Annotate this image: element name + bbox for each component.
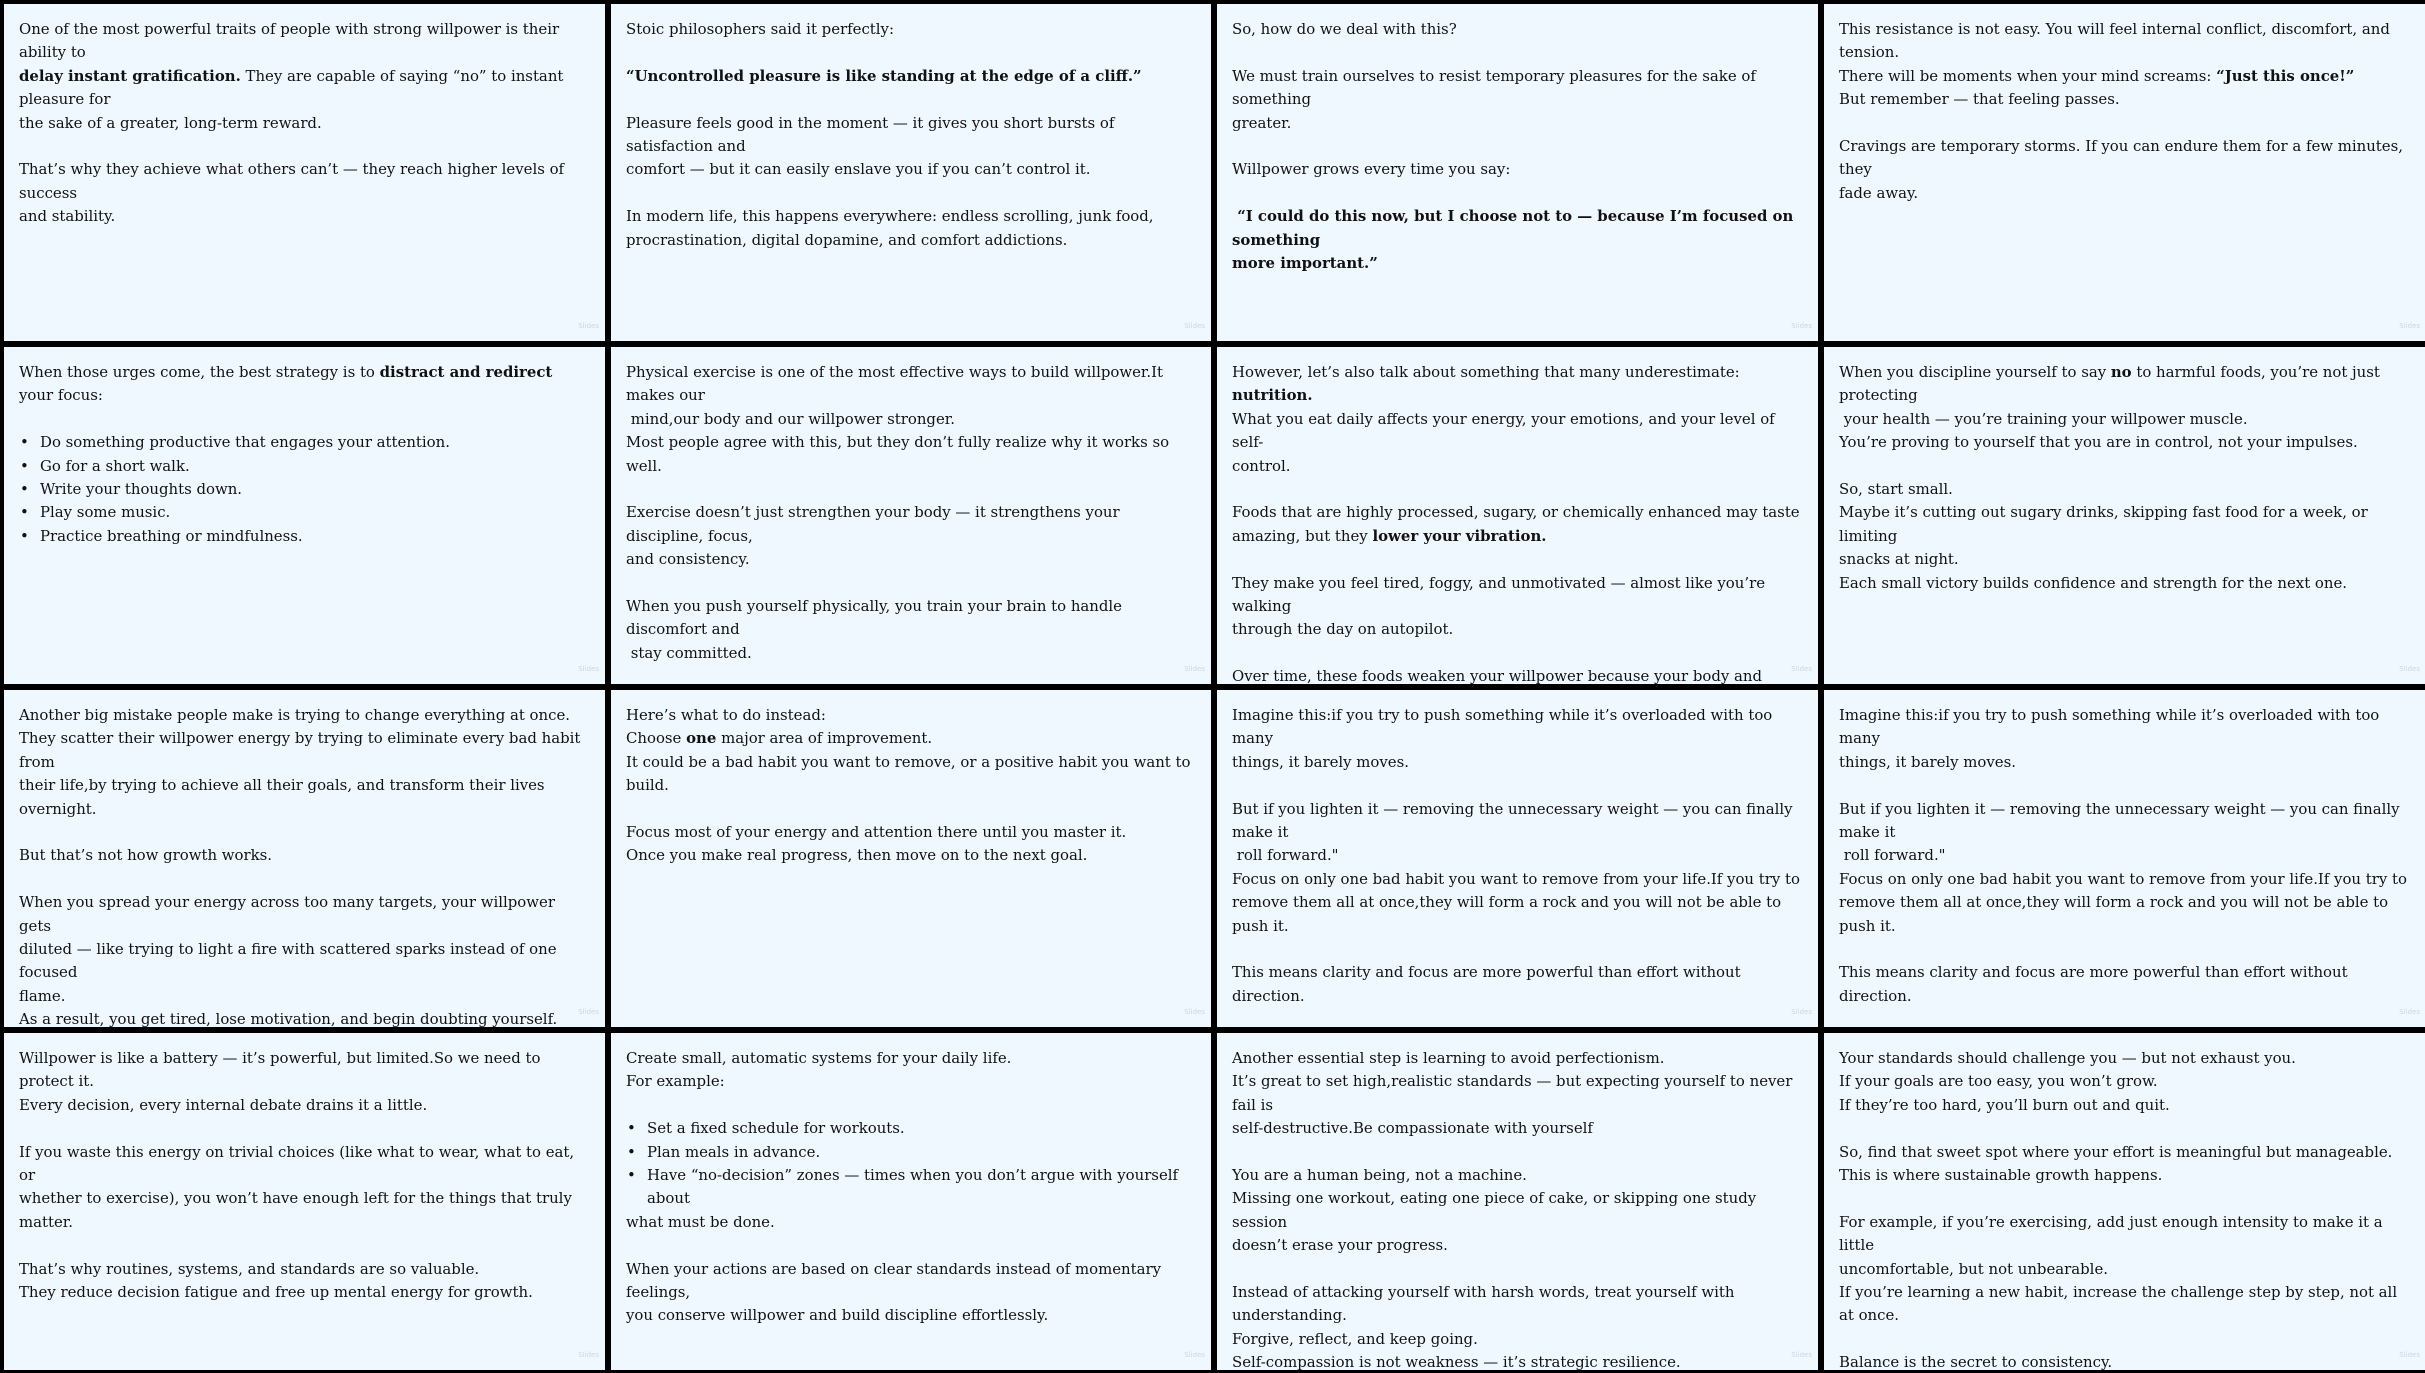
text-line — [19, 938, 590, 985]
text-run: There will be moments when your mind screams: — [1839, 66, 2217, 85]
text-line — [19, 158, 590, 205]
text-line — [626, 798, 1196, 821]
text-line — [626, 1070, 1196, 1093]
text-line — [19, 18, 590, 65]
watermark: Slides — [1791, 1007, 1812, 1016]
text-line — [19, 821, 590, 844]
text-line — [1232, 1234, 1803, 1257]
text-line — [626, 65, 1196, 88]
text-run: When you discipline yourself to say — [1839, 363, 2111, 381]
text-run: But if you lighten it — removing the unnecessary weight — you can finally make it — [1839, 799, 2405, 842]
text-line — [626, 88, 1196, 111]
text-line — [1839, 548, 2411, 571]
text-run: fade away. — [1839, 183, 1919, 202]
bullet-item: • Do something productive that engages your attention. — [19, 431, 590, 454]
text-run: remove them all at once,they will form a rock and you will not be able to push it. — [1232, 893, 1786, 935]
text-run: You are a human being, not a machine. — [1232, 1166, 1527, 1185]
text-line — [626, 595, 1196, 642]
watermark: Slides — [578, 321, 599, 330]
text-line — [19, 844, 590, 867]
text-line — [626, 821, 1196, 844]
text-run: But remember — that feeling passes. — [1839, 90, 2120, 109]
text-run: snacks at night. — [1839, 550, 1959, 569]
watermark: Slides — [578, 664, 599, 673]
text-line — [1232, 1281, 1803, 1328]
bold-text: nutrition. — [1232, 386, 1313, 405]
watermark: Slides — [578, 1350, 599, 1359]
text-line — [626, 478, 1196, 501]
text-line — [626, 1094, 1196, 1117]
bullet-item: • Play some music. — [19, 501, 590, 524]
slide-card[interactable] — [611, 4, 1211, 341]
slide-card[interactable] — [4, 1033, 605, 1370]
text-line — [1839, 844, 2411, 867]
text-line — [1232, 798, 1803, 845]
text-line — [1839, 774, 2411, 797]
text-line — [19, 408, 590, 431]
text-run: They scatter their willpower energy by trying to eliminate every bad habit from — [19, 729, 586, 771]
text-run: But that’s not how growth works. — [19, 846, 272, 865]
text-run: Each small victory builds confidence and strength for the next one. — [1839, 573, 2348, 592]
slide-card[interactable] — [1824, 4, 2425, 341]
text-run: self-destructive.Be compassionate with yourself — [1232, 1119, 1593, 1138]
text-run: We must train ourselves to resist temporary pleasures for the sake of something — [1232, 66, 1761, 109]
text-line — [19, 1047, 590, 1094]
text-line — [626, 501, 1196, 548]
text-run: This means clarity and focus are more powerful than effort without direction. — [1839, 963, 2353, 1005]
text-line — [1232, 961, 1803, 1008]
text-run: Another big mistake people make is trying to change everything at once. — [19, 706, 570, 724]
text-run: and consistency. — [626, 550, 750, 569]
text-run: When your actions are based on clear standards instead of momentary feelings, — [626, 1259, 1166, 1302]
text-run: That’s why they achieve what others can’t — they reach higher levels of success — [19, 160, 569, 202]
text-line — [1232, 618, 1803, 641]
text-line — [1232, 1351, 1803, 1370]
text-run: Focus most of your energy and attention there until you master it. — [626, 823, 1127, 842]
text-line — [19, 868, 590, 891]
text-line — [1839, 751, 2411, 774]
bold-text: lower your vibration. — [1372, 526, 1547, 545]
slide-card[interactable] — [611, 347, 1211, 684]
text-run: This resistance is not easy. You will feel internal conflict, discomfort, and tension. — [1839, 20, 2395, 62]
text-line — [19, 112, 590, 135]
text-run: Cravings are temporary storms. If you can endure them for a few minutes, they — [1839, 137, 2408, 179]
text-run: When you push yourself physically, you train your brain to handle discomfort and — [626, 597, 1127, 639]
bullet-item: • Set a fixed schedule for workouts. — [626, 1117, 1196, 1140]
text-line — [1232, 1047, 1803, 1070]
text-run: Create small, automatic systems for your daily life. — [626, 1049, 1012, 1067]
text-run: Here’s what to do instead: — [626, 706, 826, 724]
text-run: mind,our body and our willpower stronger. — [626, 409, 955, 428]
text-run: Missing one workout, eating one piece of cake, or skipping one study session — [1232, 1189, 1761, 1231]
text-line — [1839, 704, 2411, 751]
text-line — [1839, 135, 2411, 182]
text-run: to harmful foods, you’re not just protecting — [1839, 363, 2385, 405]
text-run: procrastination, digital dopamine, and comfort addictions. — [626, 230, 1068, 249]
text-line — [626, 704, 1196, 727]
text-line — [1839, 182, 2411, 205]
text-line — [1839, 868, 2411, 891]
text-line — [1839, 1187, 2411, 1210]
text-run: stay committed. — [626, 643, 752, 662]
text-line — [1232, 1328, 1803, 1351]
text-line — [1839, 1258, 2411, 1281]
text-run: whether to exercise), you won’t have enough left for the things that truly matter. — [19, 1189, 577, 1231]
text-run: They make you feel tired, foggy, and unmotivated — almost like you’re walking — [1232, 573, 1770, 616]
watermark: Slides — [2399, 664, 2420, 673]
text-line — [1839, 361, 2411, 408]
text-line — [19, 135, 590, 158]
slide-card[interactable] — [4, 4, 605, 341]
text-run: Instead of attacking yourself with harsh words, treat yourself with understanding. — [1232, 1283, 1740, 1325]
text-line — [1839, 112, 2411, 135]
text-line — [1839, 1281, 2411, 1328]
bold-text: distract and redirect — [379, 363, 553, 381]
text-line — [626, 1047, 1196, 1070]
text-line — [626, 727, 1196, 750]
text-line — [1839, 65, 2411, 88]
text-line — [1232, 112, 1803, 135]
text-run: what must be done. — [626, 1212, 775, 1231]
text-line — [1232, 774, 1803, 797]
text-run: Balance is the secret to consistency. — [1839, 1353, 2113, 1370]
text-line — [1232, 41, 1803, 64]
bullet-item: • Write your thoughts down. — [19, 478, 590, 501]
text-line — [626, 18, 1196, 41]
text-line — [1232, 1117, 1803, 1140]
text-run: Focus on only one bad habit you want to remove from your life.If you try to — [1232, 869, 1800, 888]
text-line — [626, 229, 1196, 252]
text-run: They reduce decision fatigue and free up mental energy for growth. — [19, 1283, 533, 1302]
text-line — [19, 205, 590, 228]
slide-card[interactable] — [1217, 4, 1818, 341]
slide-card[interactable] — [1824, 690, 2425, 1027]
text-line — [1232, 548, 1803, 571]
text-line — [1232, 501, 1803, 524]
text-line — [19, 65, 590, 112]
text-line — [1839, 431, 2411, 454]
text-run: So, find that sweet spot where your effort is meaningful but manageable. — [1839, 1142, 2393, 1161]
watermark: Slides — [1184, 1007, 1205, 1016]
text-line — [19, 704, 590, 727]
text-run: Every decision, every internal debate drains it a little. — [19, 1095, 428, 1114]
watermark: Slides — [2399, 321, 2420, 330]
text-run: One of the most powerful traits of people with strong willpower is their ability to — [19, 20, 564, 62]
text-line — [1232, 751, 1803, 774]
text-line — [1232, 844, 1803, 867]
text-line — [1839, 501, 2411, 548]
text-line — [626, 1304, 1196, 1327]
text-run: For example, if you’re exercising, add just enough intensity to make it a little — [1839, 1212, 2388, 1255]
watermark: Slides — [578, 1007, 599, 1016]
text-line — [1232, 891, 1803, 938]
text-run: your focus: — [19, 363, 558, 405]
text-line — [1232, 1164, 1803, 1187]
text-line — [626, 1211, 1196, 1234]
text-run: Imagine this:if you try to push something while it’s overloaded with too many — [1839, 706, 2385, 748]
slide-card[interactable] — [1217, 1033, 1818, 1370]
text-line — [626, 548, 1196, 571]
bold-text: “I could do this now, but I choose not to — because I’m focused on something — [1232, 207, 1799, 249]
text-run: Willpower grows every time you say: — [1232, 160, 1511, 179]
text-run: through the day on autopilot. — [1232, 620, 1454, 639]
text-line — [626, 751, 1196, 798]
text-run: control. — [1232, 456, 1291, 475]
text-run: As a result, you get tired, lose motivation, and begin doubting yourself. — [19, 1010, 558, 1027]
text-run: their life,by trying to achieve all their goals, and transform their lives overnight. — [19, 776, 550, 818]
text-run: It could be a bad habit you want to remove, or a positive habit you want to build. — [626, 752, 1196, 795]
text-run: But if you lighten it — removing the unnecessary weight — you can finally make it — [1232, 799, 1798, 842]
text-line — [19, 1141, 590, 1188]
text-line — [1839, 891, 2411, 938]
text-line — [626, 844, 1196, 867]
bullet-item: • Go for a short walk. — [19, 455, 590, 478]
text-line — [1232, 158, 1803, 181]
text-run: Forgive, reflect, and keep going. — [1232, 1329, 1478, 1348]
text-run: remove them all at once,they will form a rock and you will not be able to push it. — [1839, 893, 2393, 935]
text-run: Stoic philosophers said it perfectly: — [626, 20, 894, 38]
watermark: Slides — [2399, 1007, 2420, 1016]
text-line — [1232, 938, 1803, 961]
text-line — [626, 1234, 1196, 1257]
text-line — [1839, 478, 2411, 501]
text-line — [19, 1234, 590, 1257]
text-run: Most people agree with this, but they don’t fully realize why it works so well. — [626, 433, 1174, 475]
watermark: Slides — [1791, 664, 1812, 673]
text-line — [1232, 1141, 1803, 1164]
text-line — [1839, 938, 2411, 961]
text-run: When you spread your energy across too many targets, your willpower gets — [19, 893, 560, 935]
text-run: This means clarity and focus are more powerful than effort without direction. — [1232, 963, 1746, 1005]
text-run: Imagine this:if you try to push something while it’s overloaded with too many — [1232, 706, 1778, 748]
text-line — [626, 182, 1196, 205]
text-line — [626, 361, 1196, 408]
text-run: Foods that are highly processed, sugary, or chemically enhanced may taste — [1232, 503, 1800, 522]
text-run: roll forward." — [1232, 846, 1339, 865]
text-run: comfort — but it can easily enslave you if you can’t control it. — [626, 160, 1091, 179]
text-line — [1839, 88, 2411, 111]
text-line — [1839, 1164, 2411, 1187]
bullet-item: • Practice breathing or mindfulness. — [19, 525, 590, 548]
text-run: Your standards should challenge you — but not exhaust you. — [1839, 1049, 2296, 1067]
text-run: you conserve willpower and build discipline effortlessly. — [626, 1306, 1049, 1325]
bold-text: more important.” — [1232, 254, 1378, 273]
bold-text: no — [2110, 363, 2132, 381]
bold-text: “Just this once!” — [2216, 66, 2355, 85]
text-line — [1839, 1328, 2411, 1351]
text-line — [1839, 1211, 2411, 1258]
text-line — [1839, 408, 2411, 431]
text-run: the sake of a greater, long-term reward. — [19, 113, 322, 132]
text-run: Physical exercise is one of the most effective ways to build willpower.It makes our — [626, 363, 1168, 405]
slide-card[interactable] — [611, 1033, 1211, 1370]
watermark: Slides — [1184, 664, 1205, 673]
text-run: Once you make real progress, then move on to the next goal. — [626, 846, 1088, 865]
text-run: Choose — [626, 729, 687, 748]
text-run: Over time, these foods weaken your willpower because your body and — [1232, 667, 1763, 684]
text-line — [1839, 455, 2411, 478]
text-run: It’s great to set high,realistic standards — but expecting yourself to never fail is — [1232, 1072, 1798, 1114]
text-run: So, how do we deal with this? — [1232, 20, 1457, 38]
watermark: Slides — [2399, 1350, 2420, 1359]
watermark: Slides — [1791, 1350, 1812, 1359]
text-line — [626, 431, 1196, 478]
text-line — [1232, 455, 1803, 478]
text-run: amazing, but they — [1232, 526, 1373, 545]
text-line — [1232, 1070, 1803, 1117]
text-run: uncomfortable, but not unbearable. — [1839, 1259, 2108, 1278]
slide-card[interactable] — [4, 347, 605, 684]
text-line — [19, 891, 590, 938]
text-line — [1232, 135, 1803, 158]
text-line — [19, 1187, 590, 1234]
watermark: Slides — [1791, 321, 1812, 330]
text-line — [19, 1258, 590, 1281]
text-run: What you eat daily affects your energy, your emotions, and your level of self- — [1232, 409, 1780, 452]
text-run: your health — you’re training your willpower muscle. — [1839, 409, 2248, 428]
text-run: Willpower is like a battery — it’s powerful, but limited.So we need to protect it. — [19, 1049, 546, 1091]
text-line — [1232, 252, 1803, 275]
text-line — [626, 158, 1196, 181]
text-line — [626, 572, 1196, 595]
text-line — [1232, 478, 1803, 501]
slide-card[interactable] — [1824, 1033, 2425, 1370]
text-line — [1839, 1047, 2411, 1070]
text-line — [1839, 1141, 2411, 1164]
text-line — [19, 361, 590, 408]
text-line — [1839, 572, 2411, 595]
bullet-item: • Have “no-decision” zones — times when you don’t argue with yourself about — [626, 1164, 1196, 1211]
text-line — [1232, 65, 1803, 112]
text-line — [1232, 704, 1803, 751]
text-line — [19, 1117, 590, 1140]
bold-text: one — [686, 729, 717, 748]
text-run: Maybe it’s cutting out sugary drinks, skipping fast food for a week, or limiting — [1839, 503, 2373, 545]
text-run: If you’re learning a new habit, increase the challenge step by step, not all at once. — [1839, 1283, 2402, 1325]
text-run: Self-compassion is not weakness — it’s strategic resilience. — [1232, 1353, 1681, 1370]
text-run: In modern life, this happens everywhere: endless scrolling, junk food, — [626, 207, 1154, 226]
watermark: Slides — [1184, 1350, 1205, 1359]
text-line — [19, 727, 590, 774]
slide-card[interactable] — [1824, 347, 2425, 684]
text-run: diluted — like trying to light a fire with scattered sparks instead of one focused — [19, 940, 562, 982]
text-line — [1232, 182, 1803, 205]
text-run: Focus on only one bad habit you want to remove from your life.If you try to — [1839, 869, 2407, 888]
text-run: major area of improvement. — [716, 729, 933, 748]
slide-card[interactable] — [1217, 347, 1818, 684]
text-run: things, it barely moves. — [1232, 752, 1409, 771]
text-line — [19, 774, 590, 821]
text-line — [1839, 1070, 2411, 1093]
bullet-item: • Plan meals in advance. — [626, 1141, 1196, 1164]
text-run: If you waste this energy on trivial choices (like what to wear, what to eat, or — [19, 1142, 579, 1185]
text-line — [1839, 1351, 2411, 1370]
text-run: This is where sustainable growth happens. — [1839, 1166, 2163, 1185]
text-run: flame. — [19, 986, 66, 1005]
text-run: They are capable of saying “no” to instant pleasure for — [19, 66, 569, 109]
text-line — [1232, 572, 1803, 619]
text-run: For example: — [626, 1072, 725, 1091]
bold-text: “Uncontrolled pleasure is like standing at the edge of a cliff.” — [626, 66, 1142, 85]
watermark: Slides — [1184, 321, 1205, 330]
text-line — [19, 1094, 590, 1117]
text-line — [626, 112, 1196, 159]
text-run: So, start small. — [1839, 480, 1953, 499]
text-line — [626, 1258, 1196, 1305]
text-line — [1232, 361, 1803, 408]
text-run: doesn’t erase your progress. — [1232, 1236, 1448, 1255]
text-run: things, it barely moves. — [1839, 752, 2016, 771]
text-line — [1232, 525, 1803, 548]
text-line — [1232, 205, 1803, 252]
text-run: Pleasure feels good in the moment — it gives you short bursts of satisfaction and — [626, 113, 1120, 155]
text-line — [1232, 408, 1803, 455]
text-run: If they’re too hard, you’ll burn out and quit. — [1839, 1095, 2170, 1114]
text-line — [1839, 798, 2411, 845]
text-line — [1232, 642, 1803, 665]
text-run: You’re proving to yourself that you are in control, not your impulses. — [1839, 433, 2358, 452]
slide-card[interactable] — [611, 690, 1211, 1027]
text-line — [626, 642, 1196, 665]
text-line — [19, 1008, 590, 1027]
text-run: If your goals are too easy, you won’t grow. — [1839, 1072, 2158, 1091]
text-line — [1232, 868, 1803, 891]
text-line — [19, 1281, 590, 1304]
text-line — [626, 205, 1196, 228]
text-line — [626, 41, 1196, 64]
text-line — [1839, 18, 2411, 65]
text-run: Another essential step is learning to avoid perfectionism. — [1232, 1049, 1665, 1067]
text-line — [1232, 1187, 1803, 1234]
text-line — [1839, 961, 2411, 1008]
text-run: greater. — [1232, 113, 1292, 132]
text-line — [1839, 1094, 2411, 1117]
text-run: That’s why routines, systems, and standards are so valuable. — [19, 1259, 480, 1278]
text-line — [1232, 18, 1803, 41]
bold-text: delay instant gratification. — [19, 66, 241, 85]
text-line — [1232, 665, 1803, 684]
text-line — [1839, 1117, 2411, 1140]
text-line — [1232, 1258, 1803, 1281]
text-line — [626, 408, 1196, 431]
text-run: When those urges come, the best strategy is to — [19, 363, 380, 381]
text-line — [19, 985, 590, 1008]
slide-card[interactable] — [1217, 690, 1818, 1027]
text-run: and stability. — [19, 207, 116, 226]
text-run: However, let’s also talk about something that many underestimate: — [1232, 363, 1745, 381]
text-run: Exercise doesn’t just strengthen your body — it strengthens your discipline, focus, — [626, 503, 1125, 545]
slide-card[interactable] — [4, 690, 605, 1027]
text-run: roll forward." — [1839, 846, 1946, 865]
